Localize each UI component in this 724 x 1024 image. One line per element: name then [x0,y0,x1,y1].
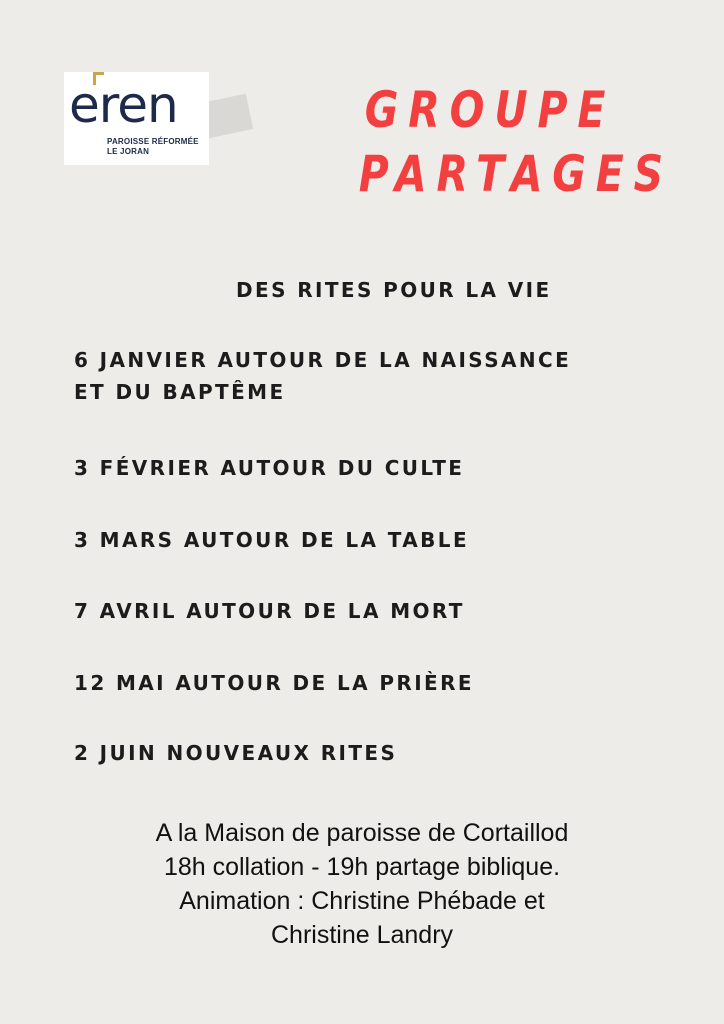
footer-location: A la Maison de paroisse de Cortaillod [155,819,569,847]
series-subtitle: DES RITES POUR LA VIE [236,278,552,302]
page-title [358,78,673,206]
footer-animation-cont: Christine Landry [270,921,454,949]
title-line-2: PARTAGES [358,145,673,203]
event-item-janvier [74,344,664,408]
footer-animation: Animation : Christine Phébade et [179,887,545,915]
footer-schedule: 18h collation - 19h partage biblique. [163,853,561,881]
title-line-1: GROUPE [364,81,616,139]
event-item-juin: 2 JUIN NOUVEAUX RITES [74,741,398,765]
logo-subtitle [107,137,199,157]
event-janvier-line-2: ET DU BAPTÊME [74,380,286,404]
event-item-avril: 7 AVRIL AUTOUR DE LA MORT [74,599,465,623]
footer-info [62,816,662,952]
logo-line-2: LE JORAN [107,147,150,156]
event-item-fevrier: 3 FÉVRIER AUTOUR DU CULTE [74,456,465,480]
event-item-mars: 3 MARS AUTOUR DE LA TABLE [74,528,470,552]
event-item-mai: 12 MAI AUTOUR DE LA PRIÈRE [74,671,474,695]
logo-wordmark: eren [69,76,178,134]
event-janvier-line-1: 6 JANVIER AUTOUR DE LA NAISSANCE [74,348,572,372]
eren-logo [64,72,209,165]
logo-line-1: PAROISSE RÉFORMÉE [107,137,199,146]
